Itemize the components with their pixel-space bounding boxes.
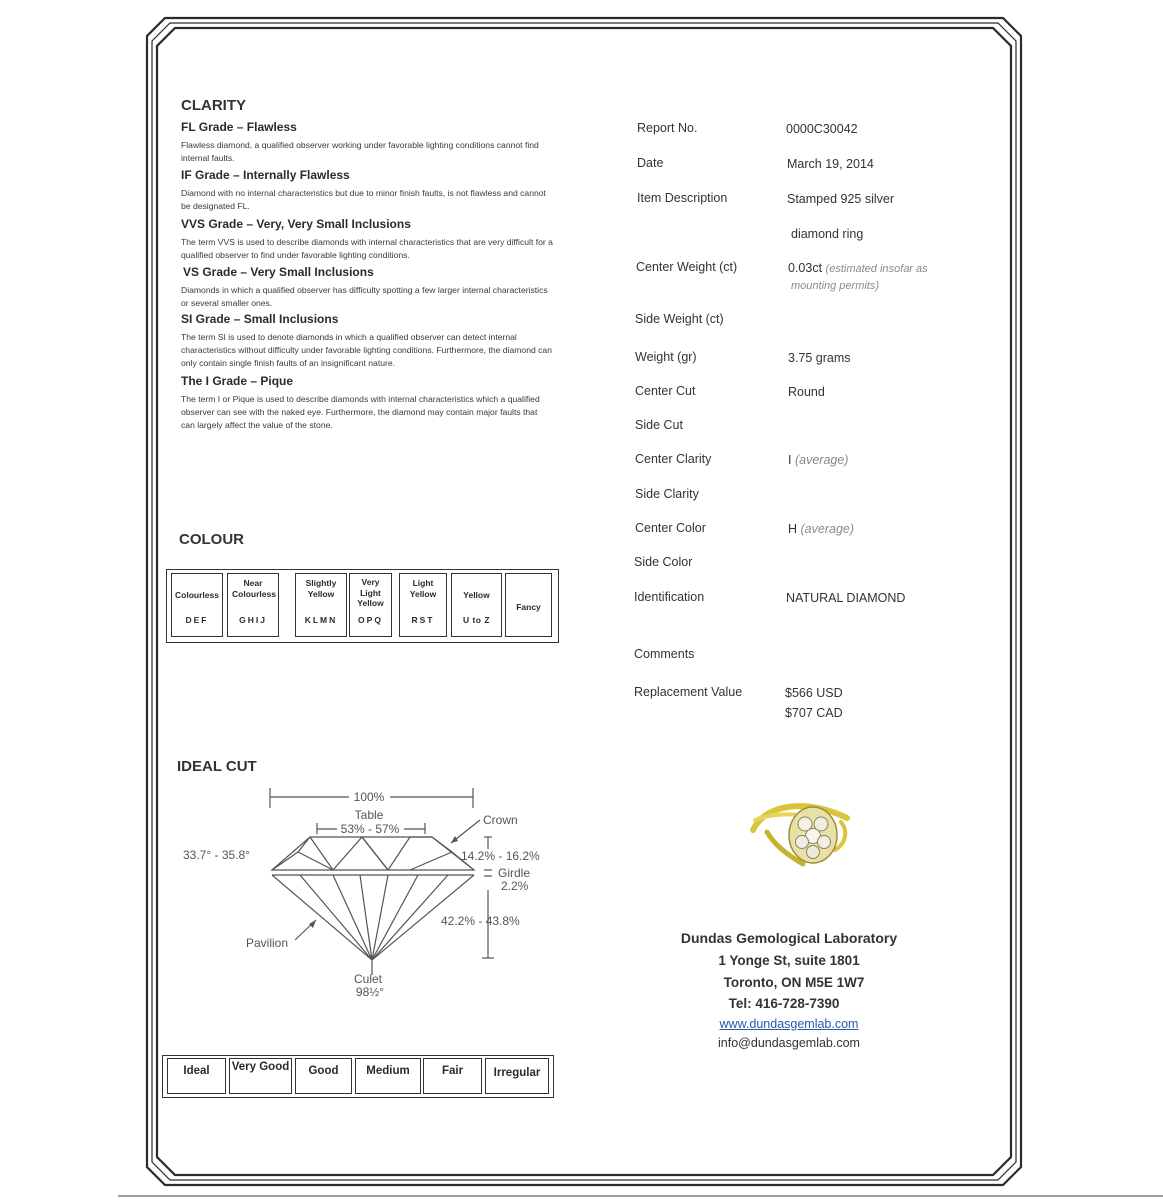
colour-grade-fancy [505, 573, 552, 637]
center-color-grade: H [788, 522, 798, 536]
clarity-grade-heading: FL Grade – Flawless [181, 120, 297, 134]
report-no-value: 0000C30042 [786, 122, 858, 136]
clarity-grade-desc: Diamonds in which a qualified observer has difficulty spotting a few larger internal characteristics or several smaller ones. [181, 285, 548, 308]
clarity-grade-heading: SI Grade – Small Inclusions [181, 312, 339, 326]
crown-label: Crown [483, 813, 518, 827]
center-color-label: Center Color [635, 521, 706, 535]
center-weight-note-line2: mounting permits) [791, 280, 880, 292]
replacement-value-label: Replacement Value [634, 685, 743, 699]
center-weight-label: Center Weight (ct) [636, 260, 738, 274]
pavilion-label: Pavilion [246, 936, 289, 950]
clarity-grade-heading: The I Grade – Pique [181, 374, 294, 388]
ideal-cut-title: IDEAL CUT [177, 758, 257, 775]
lab-address-line2: Toronto, ON M5E 1W7 [723, 975, 865, 990]
identification-value: NATURAL DIAMOND [786, 591, 906, 605]
clarity-title: CLARITY [181, 97, 246, 114]
replacement-value-usd: $566 USD [785, 686, 843, 700]
colour-grade-near-colourless [227, 573, 279, 637]
item-description-value-line2: diamond ring [791, 227, 864, 241]
date-label: Date [637, 156, 664, 170]
colour-scale [166, 569, 559, 643]
clarity-grade-desc: The term I or Pique is used to describe diamonds with internal characteristics which a qualified observer can see with the naked eye. Furthermore, the diamond may contain major faults that can largely affect the value of the stone. [181, 394, 540, 430]
center-clarity-grade: I [788, 453, 792, 467]
side-clarity-label: Side Clarity [635, 487, 699, 501]
colour-grade-code: RST [411, 615, 435, 625]
cut-grade-scale [162, 1055, 554, 1098]
cut-grade-very-good: Very Good [229, 1058, 292, 1094]
colour-grade-code: DEF [185, 615, 209, 625]
colour-grade-yellow [451, 573, 502, 637]
lab-address-line1: 1 Yonge St, suite 1801 [718, 953, 860, 968]
center-weight-number: 0.03ct [788, 261, 823, 275]
center-color-note: (average) [800, 522, 855, 536]
center-clarity-note: (average) [794, 453, 849, 467]
date-value: March 19, 2014 [787, 157, 874, 171]
center-color-value [788, 522, 854, 536]
clarity-grade-heading: IF Grade – Internally Flawless [181, 168, 350, 182]
clarity-grade-heading: VVS Grade – Very, Very Small Inclusions [181, 217, 411, 231]
table-range-label: 53% - 57% [340, 822, 400, 836]
cut-grade-ideal: Ideal [167, 1058, 226, 1094]
colour-title: COLOUR [179, 531, 244, 548]
colour-grade-code: KLMN [304, 615, 338, 625]
clarity-grade-desc: The term VVS is used to describe diamonds with internal characteristics that are very difficult for a qualified observer to find under favorable lighting conditions. [181, 237, 553, 260]
girdle-value-label: 2.2% [501, 879, 529, 893]
colour-grade-light-yellow [399, 573, 447, 637]
colour-grade-name: Slightly Yellow [305, 578, 337, 599]
colour-grade-name: Near Colourless [232, 578, 276, 599]
table-label: Table [354, 808, 384, 822]
center-weight-value [788, 261, 928, 275]
weight-label: Weight (gr) [635, 350, 697, 364]
colour-grade-code: GHIJ [239, 615, 267, 625]
clarity-grade-desc: Diamond with no internal characteristics but due to minor finish faults, is not flawless and cannot be designated FL. [181, 188, 546, 211]
cut-grade-fair: Fair [423, 1058, 482, 1094]
item-description-value: Stamped 925 silver [787, 192, 895, 206]
culet-value-label: 98½° [355, 985, 385, 999]
colour-grade-name: Fancy [516, 602, 541, 612]
crown-height-label: 14.2% - 16.2% [461, 849, 540, 863]
clarity-grade-desc: Flawless diamond, a qualified observer working under favorable lighting conditions cannot find internal faults. [181, 140, 539, 163]
side-color-label: Side Color [634, 555, 693, 569]
width-label: 100% [353, 790, 385, 804]
lab-website-wrap [640, 1017, 938, 1031]
crown-angle-label: 33.7° - 35.8° [183, 848, 250, 862]
center-weight-note: (estimated insofar as [825, 263, 928, 275]
girdle-label: Girdle [498, 866, 531, 880]
pavilion-depth-label: 42.2% - 43.8% [441, 914, 520, 928]
cut-grade-good: Good [295, 1058, 352, 1094]
colour-grade-code: OPQ [358, 615, 383, 625]
clarity-grade-heading: VS Grade – Very Small Inclusions [183, 265, 374, 279]
ring-photo [745, 788, 865, 878]
clarity-grade-desc: The term SI is used to denote diamonds in which a qualified observer can detect internal characteristics without difficulty under favorable lighting conditions. Furthermore, the diamond can only contain single finish faults of an insignificant nature. [181, 332, 552, 368]
cut-grade-irregular: Irregular [485, 1058, 549, 1094]
comments-label: Comments [634, 647, 695, 661]
center-cut-value: Round [788, 385, 825, 399]
culet-label: Culet [353, 972, 383, 986]
identification-label: Identification [634, 590, 705, 604]
colour-grade-name: Light Yellow [409, 578, 437, 599]
item-description-label: Item Description [637, 191, 728, 205]
cut-grade-medium: Medium [355, 1058, 421, 1094]
lab-email: info@dundasgemlab.com [718, 1036, 860, 1050]
colour-grade-colourless [171, 573, 223, 637]
colour-grade-name: Very Light Yellow [357, 577, 384, 608]
report-no-label: Report No. [637, 121, 698, 135]
side-cut-label: Side Cut [635, 418, 683, 432]
lab-telephone: Tel: 416-728-7390 [728, 996, 840, 1011]
lab-name: Dundas Gemological Laboratory [680, 930, 898, 946]
colour-grade-name: Yellow [463, 590, 490, 600]
colour-grade-name: Colourless [175, 590, 219, 600]
center-cut-label: Center Cut [635, 384, 696, 398]
weight-value: 3.75 grams [788, 351, 851, 365]
colour-grade-code: U to Z [462, 615, 491, 625]
colour-grade-very-light-yellow [349, 573, 392, 637]
side-weight-label: Side Weight (ct) [635, 312, 724, 326]
center-clarity-label: Center Clarity [635, 452, 712, 466]
center-clarity-value [788, 453, 848, 467]
ideal-cut-diagram [175, 780, 565, 1005]
lab-website-link[interactable]: www.dundasgemlab.com [719, 1017, 859, 1031]
colour-grade-slightly-yellow [295, 573, 347, 637]
replacement-value-cad: $707 CAD [785, 706, 843, 720]
